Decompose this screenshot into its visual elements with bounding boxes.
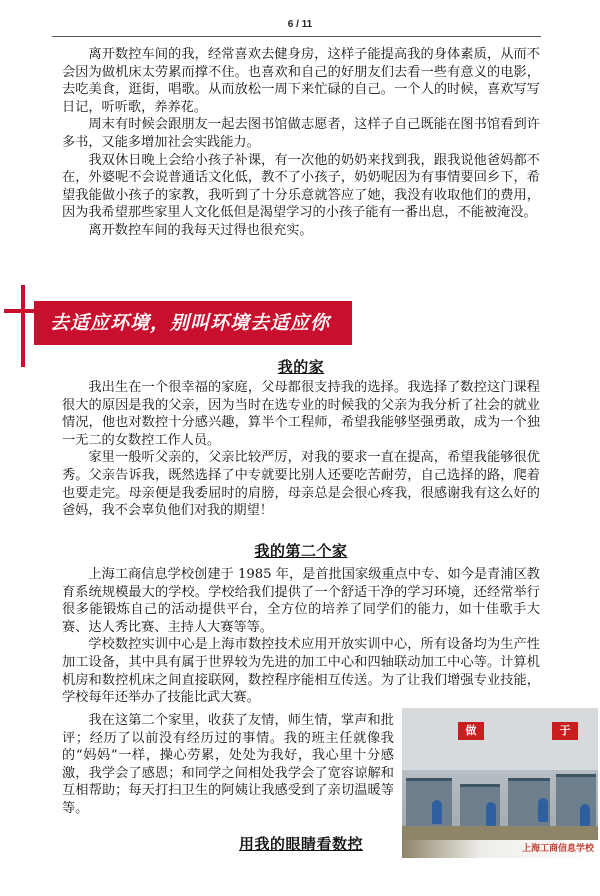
paragraph: 我双休日晚上会给小孩子补课，有一次他的奶奶来找到我，跟我说他爸妈都不在，外婆呢不会说普通话文化低，教不了小孩子，奶奶呢因为有事情要回乡下，希望我能做小孩子的家教，我听到了十分乐意就答应了她，我没有收取他们的费用，因为我希望那些家里人文化低但是渴望学习的小孩子能有一番出息，不能被淹没。 <box>62 152 540 221</box>
section-banner: 去适应环境，别叫环境去适应你 <box>34 301 352 345</box>
photo-machine <box>406 778 452 827</box>
photo-worker <box>538 798 548 822</box>
photo-worker <box>486 802 496 826</box>
photo-worker <box>432 800 442 824</box>
paragraph: 家里一般听父亲的，父亲比较严厉，对我的要求一直在提高，希望我能够很优秀。父亲告诉我，既然选择了中专就要比别人还要吃苦耐劳，自己选择的路，爬着也要走完。母亲便是我委屈时的肩膀，母亲总是会很心疼我，很感谢我有这么好的爸妈，我不会辜负他们对我的期望！ <box>62 450 540 519</box>
photo-sign: 做 <box>458 722 484 740</box>
workshop-photo <box>402 708 598 858</box>
header-rule <box>52 36 541 37</box>
paragraph: 离开数控车间的我每天过得也很充实。 <box>88 222 313 238</box>
photo-sign: 于 <box>552 722 578 740</box>
paragraph: 周末有时候会跟朋友一起去图书馆做志愿者，这样子自己既能在图书馆看到许多书，又能多增加社会实践能力。 <box>62 117 540 150</box>
paragraph: 我在这第二个家里，收获了友情，师生情，掌声和批评；经历了以前没有经历过的事情。我的班主任就像我的“妈妈”一样，操心劳累，处处为我好，我心里十分感激，我学会了感恩；和同学之间相处我学会了宽容谅解和互相帮助；每天打扫卫生的阿姨让我感受到了亲切温暖等等。 <box>62 713 394 816</box>
section-my-home <box>62 379 540 520</box>
section-second-home <box>62 566 540 707</box>
paragraph: 学校数控实训中心是上海市数控技术应用开放实训中心，所有设备均为生产性加工设备，其中具有属于世界较为先进的加工中心和四轴联动加工中心等。计算机机房和数控机床之间直接联网，数控程序能相互传送。为了让我们增强专业技能，学校每年还举办了技能比武大赛。 <box>62 637 540 706</box>
paragraph: 上海工商信息学校创建于 1985 年，是首批国家级重点中专、如今是青浦区教育系统规模最大的学校。学校给我们提供了一个舒适干净的学习环境，还经常举行很多能锻炼自己的活动提供平台，全方位的培养了同学们的能力，如十佳歌手大赛、达人秀比赛、主持人大赛等等。 <box>62 567 540 635</box>
section-heading-my-home: 我的家 <box>277 358 325 376</box>
photo-caption: 上海工商信息学校 <box>402 840 598 858</box>
photo-machine <box>556 774 596 827</box>
section-second-home-continued <box>62 712 394 818</box>
section-heading-second-home: 我的第二个家 <box>254 542 348 560</box>
photo-worker <box>580 804 590 828</box>
section-heading-cnc: 用我的眼睛看数控 <box>238 835 363 853</box>
paragraph: 离开数控车间的我，经常喜欢去健身房，这样子能提高我的身体素质，从而不会因为做机床太劳累而撑不住。也喜欢和自己的好朋友们去看一些有意义的电影，去吃美食，逛街，唱歌。从而放松一周下来忙碌的自己。一个人的时候，喜欢写写日记，听听歌，养养花。 <box>62 47 540 115</box>
intro-section <box>62 46 540 240</box>
banner-cross-decoration <box>21 285 25 367</box>
page-number: 6 / 11 <box>287 19 313 30</box>
paragraph: 我出生在一个很幸福的家庭，父母都很支持我的选择。我选择了数控这门课程很大的原因是我的父亲，因为当时在选专业的时候我的父亲为我分析了社会的就业情况，他也对数控十分感兴趣，算半个工程师，希望我能够坚强勇敢，成为一个独一无二的女数控工作人员。 <box>62 380 540 448</box>
